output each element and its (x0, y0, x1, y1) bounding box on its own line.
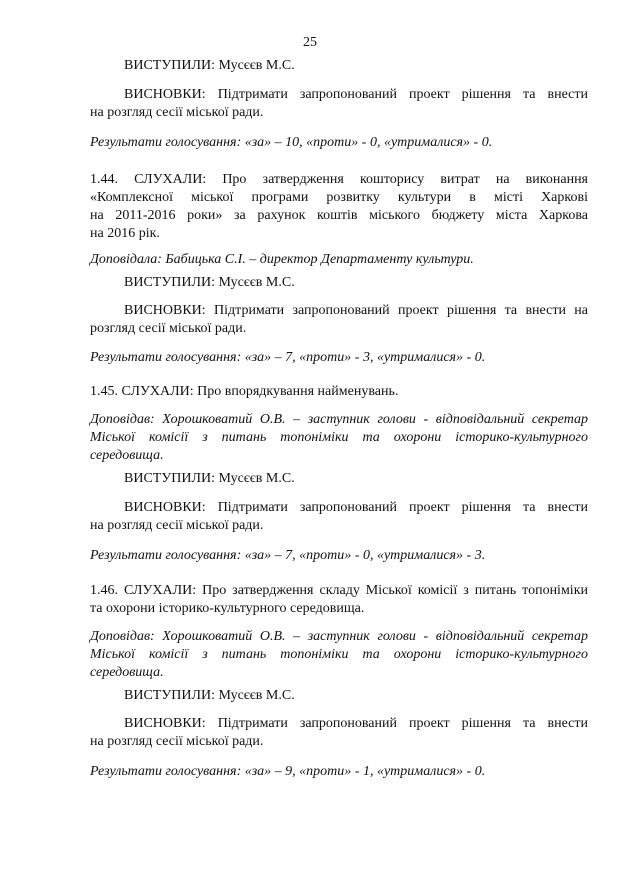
speakers-line: ВИСТУПИЛИ: Мусєєв М.С. (124, 275, 295, 290)
heard-item-1-45: 1.45. СЛУХАЛИ: Про впорядкування найменувань. (90, 384, 399, 399)
page-number: 25 (303, 35, 317, 50)
reporter-line-cont: Міської комісії з питань топоніміки та охорони історико-культурного (90, 430, 588, 445)
heard-item-1-46-cont: та охорони історико-культурного середовища. (90, 601, 365, 616)
heard-item-1-44-cont: «Комплексної міської програми розвитку культури в місті Харкові (90, 190, 588, 205)
conclusions-line-cont: на розгляд сесії міської ради. (90, 105, 264, 120)
heard-item-1-44: 1.44. СЛУХАЛИ: Про затвердження кошторису витрат на виконання (90, 172, 588, 187)
voting-results: Результати голосування: «за» – 9, «проти» - 1, «утрималися» - 0. (90, 764, 486, 779)
reporter-line-cont: Міської комісії з питань топоніміки та охорони історико-культурного (90, 647, 588, 662)
heard-item-1-46: 1.46. СЛУХАЛИ: Про затвердження складу Міської комісії з питань топоніміки (90, 583, 588, 598)
speakers-line: ВИСТУПИЛИ: Мусєєв М.С. (124, 471, 295, 486)
voting-results: Результати голосування: «за» – 7, «проти» - 0, «утрималися» - 3. (90, 548, 486, 563)
voting-results: Результати голосування: «за» – 7, «проти» - 3, «утрималися» - 0. (90, 350, 486, 365)
conclusions-line: ВИСНОВКИ: Підтримати запропонований проект рішення та внести (124, 500, 588, 515)
reporter-line-cont: середовища. (90, 665, 164, 680)
conclusions-line: ВИСНОВКИ: Підтримати запропонований проект рішення та внести на (124, 303, 588, 318)
voting-results: Результати голосування: «за» – 10, «проти» - 0, «утрималися» - 0. (90, 135, 493, 150)
conclusions-line-cont: на розгляд сесії міської ради. (90, 518, 264, 533)
speakers-line: ВИСТУПИЛИ: Мусєєв М.С. (124, 688, 295, 703)
conclusions-line-cont: розгляд сесії міської ради. (90, 321, 247, 336)
reporter-line: Доповідала: Бабицька С.І. – директор Департаменту культури. (90, 252, 474, 267)
reporter-line: Доповідав: Хорошковатий О.В. – заступник голови - відповідальний секретар (90, 629, 588, 644)
heard-item-1-44-cont: на 2016 рік. (90, 226, 160, 241)
conclusions-line: ВИСНОВКИ: Підтримати запропонований проект рішення та внести (124, 87, 588, 102)
conclusions-line-cont: на розгляд сесії міської ради. (90, 734, 264, 749)
speakers-line: ВИСТУПИЛИ: Мусєєв М.С. (124, 58, 295, 73)
reporter-line-cont: середовища. (90, 448, 164, 463)
reporter-line: Доповідав: Хорошковатий О.В. – заступник голови - відповідальний секретар (90, 412, 588, 427)
heard-item-1-44-cont: на 2011-2016 роки» за рахунок коштів міського бюджету міста Харкова (90, 208, 588, 223)
conclusions-line: ВИСНОВКИ: Підтримати запропонований проект рішення та внести (124, 716, 588, 731)
